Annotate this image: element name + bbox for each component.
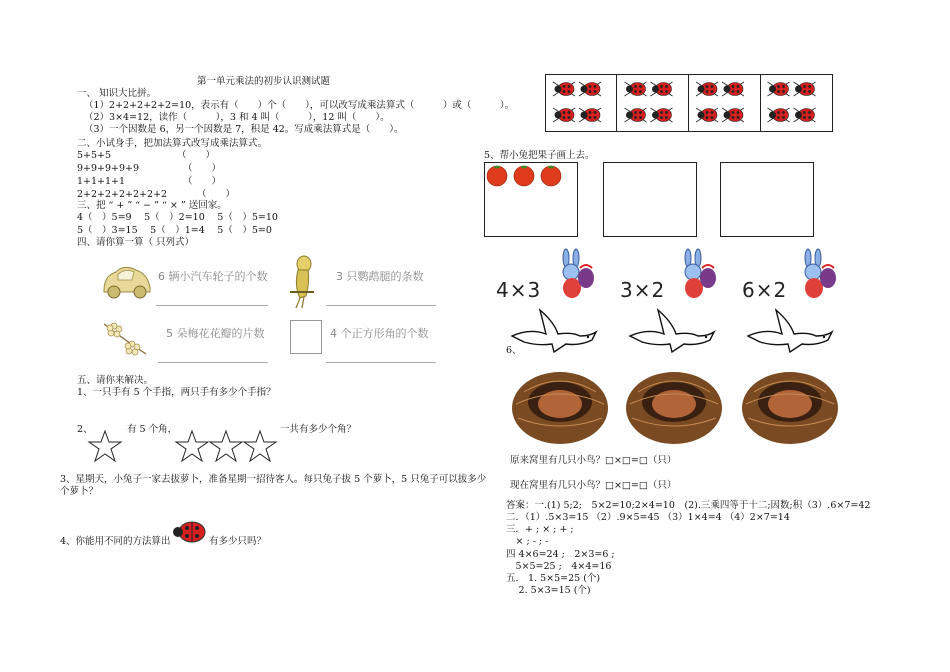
answer-line-6: 5×5=25 ; 4×4=16 (506, 561, 612, 572)
s3-row-2: 5（ ）3=15 5（ ）1=4 5（ ）5=0 (77, 225, 272, 236)
s2-paren-1: （ ） (177, 150, 216, 161)
ladybug-icon (553, 108, 575, 122)
bird-icon (746, 306, 838, 356)
page-title: 第一单元乘法的初步认识测试题 (197, 76, 331, 87)
ladybug-icon (651, 108, 673, 122)
apples-icon (485, 163, 577, 193)
fruit-box-1 (484, 162, 578, 237)
bird-icon (628, 306, 720, 356)
answer-line-2: 二．（1）.5×3=15 （2）.9×5=45 （3）1×4=4 （4）2×7=14 (506, 512, 790, 523)
answer-line-1: 答案：一.(1) 5;2; 5×2=10;2×4=10 (2).三乘四等于十二;因数;积（3）.6×7=42 (506, 500, 871, 511)
question-before: 原来窝里有几只小鸟？□×□=□（只） (510, 455, 677, 466)
ladybug-icon (794, 82, 816, 96)
section-1-heading: 一、 知识大比拼。 (77, 88, 157, 99)
answer-line-8: 2. 5×3=15 (个) (506, 585, 591, 596)
ladybug-icon (768, 108, 790, 122)
s5-question-4-ask: 有多少只吗？ (209, 536, 267, 547)
answer-line-3: 三．+ ; × ; + ; (506, 524, 574, 535)
answer-line (156, 305, 268, 306)
s5-question-4-text: 4、你能用不同的方法算出 (60, 536, 171, 547)
ladybug-table (545, 74, 833, 132)
square-icon (290, 320, 322, 354)
fruit-box-2 (603, 162, 697, 237)
rabbit-icon (554, 250, 596, 300)
section-3-heading: 三、把 “ + ” “ − ” “ × ” 送回家。 (77, 200, 227, 211)
nest-icon (624, 364, 724, 446)
s5-question-2-text: 有 5 个角， (127, 424, 178, 435)
s3-row-1: 4（ ）5=9 5（ ）2=10 5（ ）5=10 (77, 212, 278, 223)
s2-expr-4: 2+2+2+2+2+2+2 (77, 189, 168, 200)
s5-question-3-line-2: 个萝卜？ (60, 486, 99, 497)
s5-question-3-line-1: 3、星期天，小兔子一家去拔萝卜，准备星期一招待客人。每只兔子拔 5 个萝卜，5 只兔子可以拔多少 (60, 474, 487, 485)
expression-2: 3×2 (620, 278, 666, 302)
s4-item-square: 4 个正方形角的个数 (330, 327, 429, 340)
question-1-1: （1）2+2+2+2+2=10，表示有（ ）个（ ），可以改写成乘法算式（ ）或（ ）。 (84, 100, 515, 111)
ladybug-icon (722, 108, 744, 122)
ladybug-icon (722, 82, 744, 96)
ladybug-icon (794, 108, 816, 122)
stars-group-icon (175, 430, 279, 462)
fruit-box-3 (720, 162, 814, 237)
expression-1: 4×3 (496, 278, 542, 302)
nest-icon (740, 364, 840, 446)
answer-line (326, 362, 436, 363)
ladybug-icon (625, 82, 647, 96)
ladybug-icon (579, 108, 601, 122)
rabbit-icon (796, 250, 838, 300)
question-1-2: （2）3×4=12，读作（ ），3 和 4 叫（ ），12 叫（ ）。 (84, 112, 390, 123)
s4-item-parrot: 3 只鹦鹉腿的条数 (336, 270, 424, 283)
plum-blossom-icon (102, 318, 150, 358)
s4-item-car: 6 辆小汽车轮子的个数 (158, 270, 268, 283)
rabbit-icon (676, 250, 718, 300)
nest-icon (510, 364, 610, 446)
ladybug-icon (553, 82, 575, 96)
ladybug-icon (172, 518, 208, 544)
ladybug-icon (579, 82, 601, 96)
ladybug-icon (651, 82, 673, 96)
star-icon (88, 430, 122, 462)
s2-paren-2: （ ） (183, 163, 222, 174)
car-icon (100, 262, 154, 300)
s5-question-1: 1、一只手有 5 个手指，两只手有多少个手指？ (77, 387, 276, 398)
s2-expr-3: 1+1+1+1 (77, 176, 126, 187)
s2-paren-3: （ ） (183, 176, 222, 187)
answer-line-7: 五． 1. 5×5=25 (个) (506, 573, 601, 584)
expression-3: 6×2 (742, 278, 788, 302)
section-4-heading: 四、请你算一算（ 只列式） (77, 237, 195, 248)
answer-line (326, 305, 436, 306)
s5-question-2-num: 2、 (77, 424, 93, 435)
s4-item-blossom: 5 朵梅花花瓣的片数 (166, 327, 265, 340)
section-2-heading: 二、小试身手，把加法算式改写成乘法算式。 (77, 138, 268, 149)
right-question-6: 6、 (506, 345, 522, 356)
right-question-5: 5、帮小兔把果子画上去。 (484, 150, 595, 161)
answer-line-4: × ; - ; - (506, 536, 549, 547)
s2-expr-1: 5+5+5 (77, 150, 112, 161)
question-now: 现在窝里有几只小鸟？□×□=□（只） (510, 480, 677, 491)
s2-expr-2: 9+9+9+9+9 (77, 163, 140, 174)
answer-line-5: 四 4×6=24 ; 2×3=6 ; (506, 549, 615, 560)
s2-paren-4: （ ） (197, 189, 236, 200)
parrot-icon (288, 252, 318, 310)
section-5-heading: 五、请你来解决。 (77, 375, 154, 386)
answer-line (158, 362, 268, 363)
bird-icon (510, 306, 602, 356)
ladybug-icon (768, 82, 790, 96)
s5-question-2-ask: 一共有多少个角？ (280, 424, 357, 435)
ladybug-icon (696, 108, 718, 122)
ladybug-icon (625, 108, 647, 122)
question-1-3: （3）一个因数是 6，另一个因数是 7，积是 42。写成乘法算式是（ ）。 (84, 124, 404, 135)
ladybug-grid (546, 75, 832, 131)
ladybug-icon (696, 82, 718, 96)
